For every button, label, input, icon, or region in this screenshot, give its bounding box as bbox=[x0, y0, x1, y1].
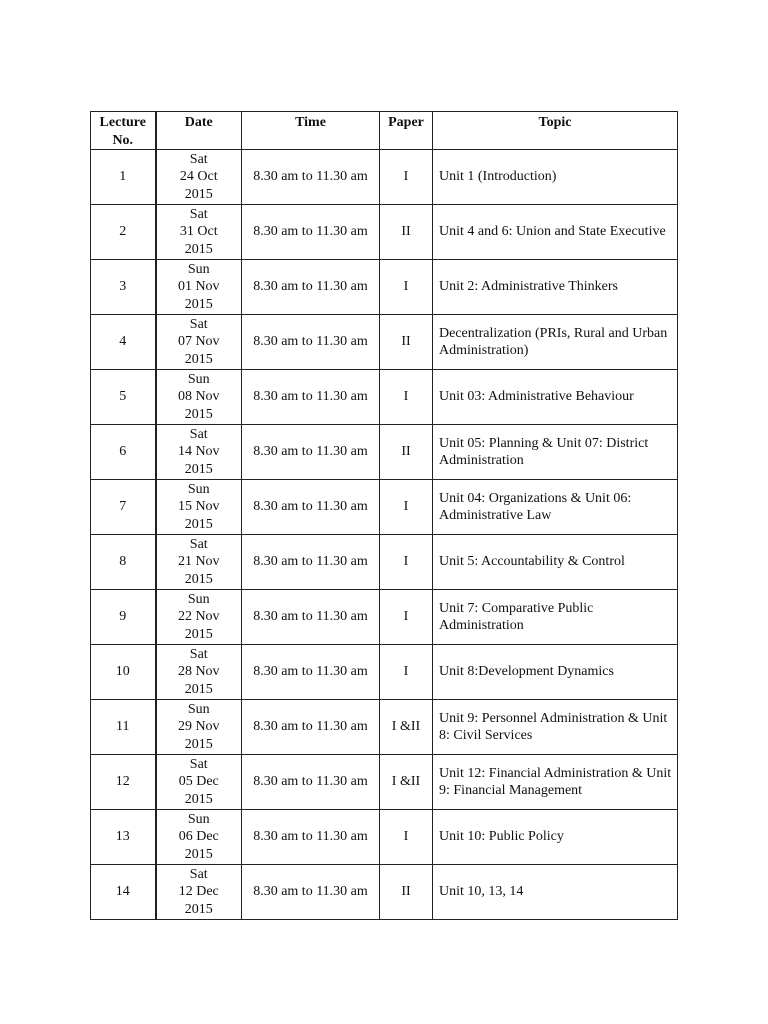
lecture-date bbox=[156, 590, 242, 645]
lecture-topic: Unit 05: Planning & Unit 07: District Administration bbox=[433, 425, 678, 480]
lecture-number: 14 bbox=[91, 865, 156, 920]
date-date: 15 Nov bbox=[177, 499, 220, 515]
date-year: 2015 bbox=[184, 461, 213, 477]
date-day: Sat bbox=[189, 206, 208, 222]
lecture-paper: I &II bbox=[380, 700, 433, 755]
date-day: Sun bbox=[187, 371, 210, 387]
lecture-date bbox=[156, 535, 242, 590]
lecture-number: 12 bbox=[91, 755, 156, 810]
lecture-number: 13 bbox=[91, 810, 156, 865]
date-day: Sat bbox=[189, 316, 208, 332]
lecture-number: 2 bbox=[91, 205, 156, 260]
lecture-topic: Unit 10: Public Policy bbox=[433, 810, 678, 865]
date-day: Sun bbox=[187, 261, 210, 277]
lecture-paper: I bbox=[380, 150, 433, 205]
lecture-time: 8.30 am to 11.30 am bbox=[242, 370, 380, 425]
lecture-date bbox=[156, 810, 242, 865]
date-year: 2015 bbox=[184, 406, 213, 422]
date-date: 22 Nov bbox=[177, 609, 220, 625]
lecture-date bbox=[156, 150, 242, 205]
lecture-time: 8.30 am to 11.30 am bbox=[242, 150, 380, 205]
table-row bbox=[91, 150, 678, 205]
lecture-number: 9 bbox=[91, 590, 156, 645]
date-date: 21 Nov bbox=[177, 554, 220, 570]
header-paper: Paper bbox=[380, 112, 433, 150]
date-date: 08 Nov bbox=[177, 389, 220, 405]
lecture-number: 3 bbox=[91, 260, 156, 315]
lecture-date bbox=[156, 425, 242, 480]
date-year: 2015 bbox=[184, 571, 213, 587]
lecture-topic: Unit 1 (Introduction) bbox=[433, 150, 678, 205]
date-day: Sat bbox=[189, 756, 208, 772]
date-day: Sat bbox=[189, 646, 208, 662]
lecture-date bbox=[156, 370, 242, 425]
lecture-topic: Unit 5: Accountability & Control bbox=[433, 535, 678, 590]
lecture-paper: II bbox=[380, 865, 433, 920]
date-day: Sat bbox=[189, 426, 208, 442]
header-date: Date bbox=[156, 112, 242, 150]
table-row bbox=[91, 590, 678, 645]
table-row bbox=[91, 865, 678, 920]
date-day: Sat bbox=[189, 151, 208, 167]
lecture-paper: II bbox=[380, 205, 433, 260]
table-row bbox=[91, 205, 678, 260]
lecture-time: 8.30 am to 11.30 am bbox=[242, 865, 380, 920]
date-date: 06 Dec bbox=[178, 829, 219, 845]
header-topic: Topic bbox=[433, 112, 678, 150]
lecture-time: 8.30 am to 11.30 am bbox=[242, 535, 380, 590]
date-year: 2015 bbox=[184, 626, 213, 642]
date-year: 2015 bbox=[184, 186, 213, 202]
lecture-number: 1 bbox=[91, 150, 156, 205]
header-time: Time bbox=[242, 112, 380, 150]
date-day: Sat bbox=[189, 536, 208, 552]
lecture-paper: II bbox=[380, 425, 433, 480]
date-day: Sun bbox=[187, 701, 210, 717]
date-date: 12 Dec bbox=[178, 884, 219, 900]
lecture-number: 11 bbox=[91, 700, 156, 755]
table-row bbox=[91, 480, 678, 535]
date-year: 2015 bbox=[184, 681, 213, 697]
lecture-time: 8.30 am to 11.30 am bbox=[242, 480, 380, 535]
lecture-topic: Unit 7: Comparative Public Administration bbox=[433, 590, 678, 645]
lecture-paper: I bbox=[380, 370, 433, 425]
table-header-row bbox=[91, 112, 678, 150]
lecture-date bbox=[156, 205, 242, 260]
lecture-time: 8.30 am to 11.30 am bbox=[242, 645, 380, 700]
lecture-paper: I bbox=[380, 645, 433, 700]
lecture-date bbox=[156, 755, 242, 810]
lecture-paper: I bbox=[380, 810, 433, 865]
lecture-paper: I &II bbox=[380, 755, 433, 810]
date-year: 2015 bbox=[184, 791, 213, 807]
lecture-date bbox=[156, 700, 242, 755]
date-date: 01 Nov bbox=[177, 279, 220, 295]
lecture-paper: I bbox=[380, 590, 433, 645]
date-year: 2015 bbox=[184, 516, 213, 532]
date-date: 05 Dec bbox=[178, 774, 219, 790]
date-date: 29 Nov bbox=[177, 719, 220, 735]
lecture-date bbox=[156, 865, 242, 920]
lecture-time: 8.30 am to 11.30 am bbox=[242, 205, 380, 260]
lecture-date bbox=[156, 480, 242, 535]
table-row bbox=[91, 535, 678, 590]
lecture-topic: Unit 4 and 6: Union and State Executive bbox=[433, 205, 678, 260]
lecture-number: 5 bbox=[91, 370, 156, 425]
lecture-paper: II bbox=[380, 315, 433, 370]
lecture-topic: Unit 03: Administrative Behaviour bbox=[433, 370, 678, 425]
lecture-number: 7 bbox=[91, 480, 156, 535]
lecture-time: 8.30 am to 11.30 am bbox=[242, 700, 380, 755]
date-date: 28 Nov bbox=[177, 664, 220, 680]
date-date: 31 Oct bbox=[179, 224, 218, 240]
lecture-time: 8.30 am to 11.30 am bbox=[242, 315, 380, 370]
lecture-number: 6 bbox=[91, 425, 156, 480]
lecture-paper: I bbox=[380, 480, 433, 535]
table-row bbox=[91, 645, 678, 700]
lecture-topic: Unit 9: Personnel Administration & Unit 8: Civil Services bbox=[433, 700, 678, 755]
date-day: Sun bbox=[187, 591, 210, 607]
date-year: 2015 bbox=[184, 296, 213, 312]
lecture-date bbox=[156, 315, 242, 370]
date-date: 07 Nov bbox=[177, 334, 220, 350]
lecture-time: 8.30 am to 11.30 am bbox=[242, 260, 380, 315]
date-date: 14 Nov bbox=[177, 444, 220, 460]
date-year: 2015 bbox=[184, 241, 213, 257]
table-row bbox=[91, 755, 678, 810]
table-row bbox=[91, 315, 678, 370]
header-lecture-no: Lecture No. bbox=[91, 112, 156, 150]
lecture-time: 8.30 am to 11.30 am bbox=[242, 755, 380, 810]
lecture-topic: Unit 12: Financial Administration & Unit 9: Financial Management bbox=[433, 755, 678, 810]
lecture-number: 10 bbox=[91, 645, 156, 700]
lecture-time: 8.30 am to 11.30 am bbox=[242, 810, 380, 865]
table-row bbox=[91, 700, 678, 755]
lecture-topic: Decentralization (PRIs, Rural and Urban Administration) bbox=[433, 315, 678, 370]
lecture-paper: I bbox=[380, 260, 433, 315]
date-year: 2015 bbox=[184, 736, 213, 752]
date-day: Sun bbox=[187, 811, 210, 827]
date-year: 2015 bbox=[184, 846, 213, 862]
lecture-topic: Unit 04: Organizations & Unit 06: Administrative Law bbox=[433, 480, 678, 535]
table-row bbox=[91, 260, 678, 315]
lecture-date bbox=[156, 260, 242, 315]
lecture-time: 8.30 am to 11.30 am bbox=[242, 425, 380, 480]
lecture-number: 4 bbox=[91, 315, 156, 370]
lecture-topic: Unit 2: Administrative Thinkers bbox=[433, 260, 678, 315]
lecture-topic: Unit 8:Development Dynamics bbox=[433, 645, 678, 700]
date-year: 2015 bbox=[184, 351, 213, 367]
lecture-time: 8.30 am to 11.30 am bbox=[242, 590, 380, 645]
lecture-date bbox=[156, 645, 242, 700]
lecture-paper: I bbox=[380, 535, 433, 590]
table-row bbox=[91, 425, 678, 480]
table-row bbox=[91, 810, 678, 865]
date-day: Sun bbox=[187, 481, 210, 497]
lecture-number: 8 bbox=[91, 535, 156, 590]
lecture-topic: Unit 10, 13, 14 bbox=[433, 865, 678, 920]
date-day: Sat bbox=[189, 866, 208, 882]
date-year: 2015 bbox=[184, 901, 213, 917]
lecture-schedule-table bbox=[90, 111, 678, 920]
table-row bbox=[91, 370, 678, 425]
date-date: 24 Oct bbox=[179, 169, 218, 185]
